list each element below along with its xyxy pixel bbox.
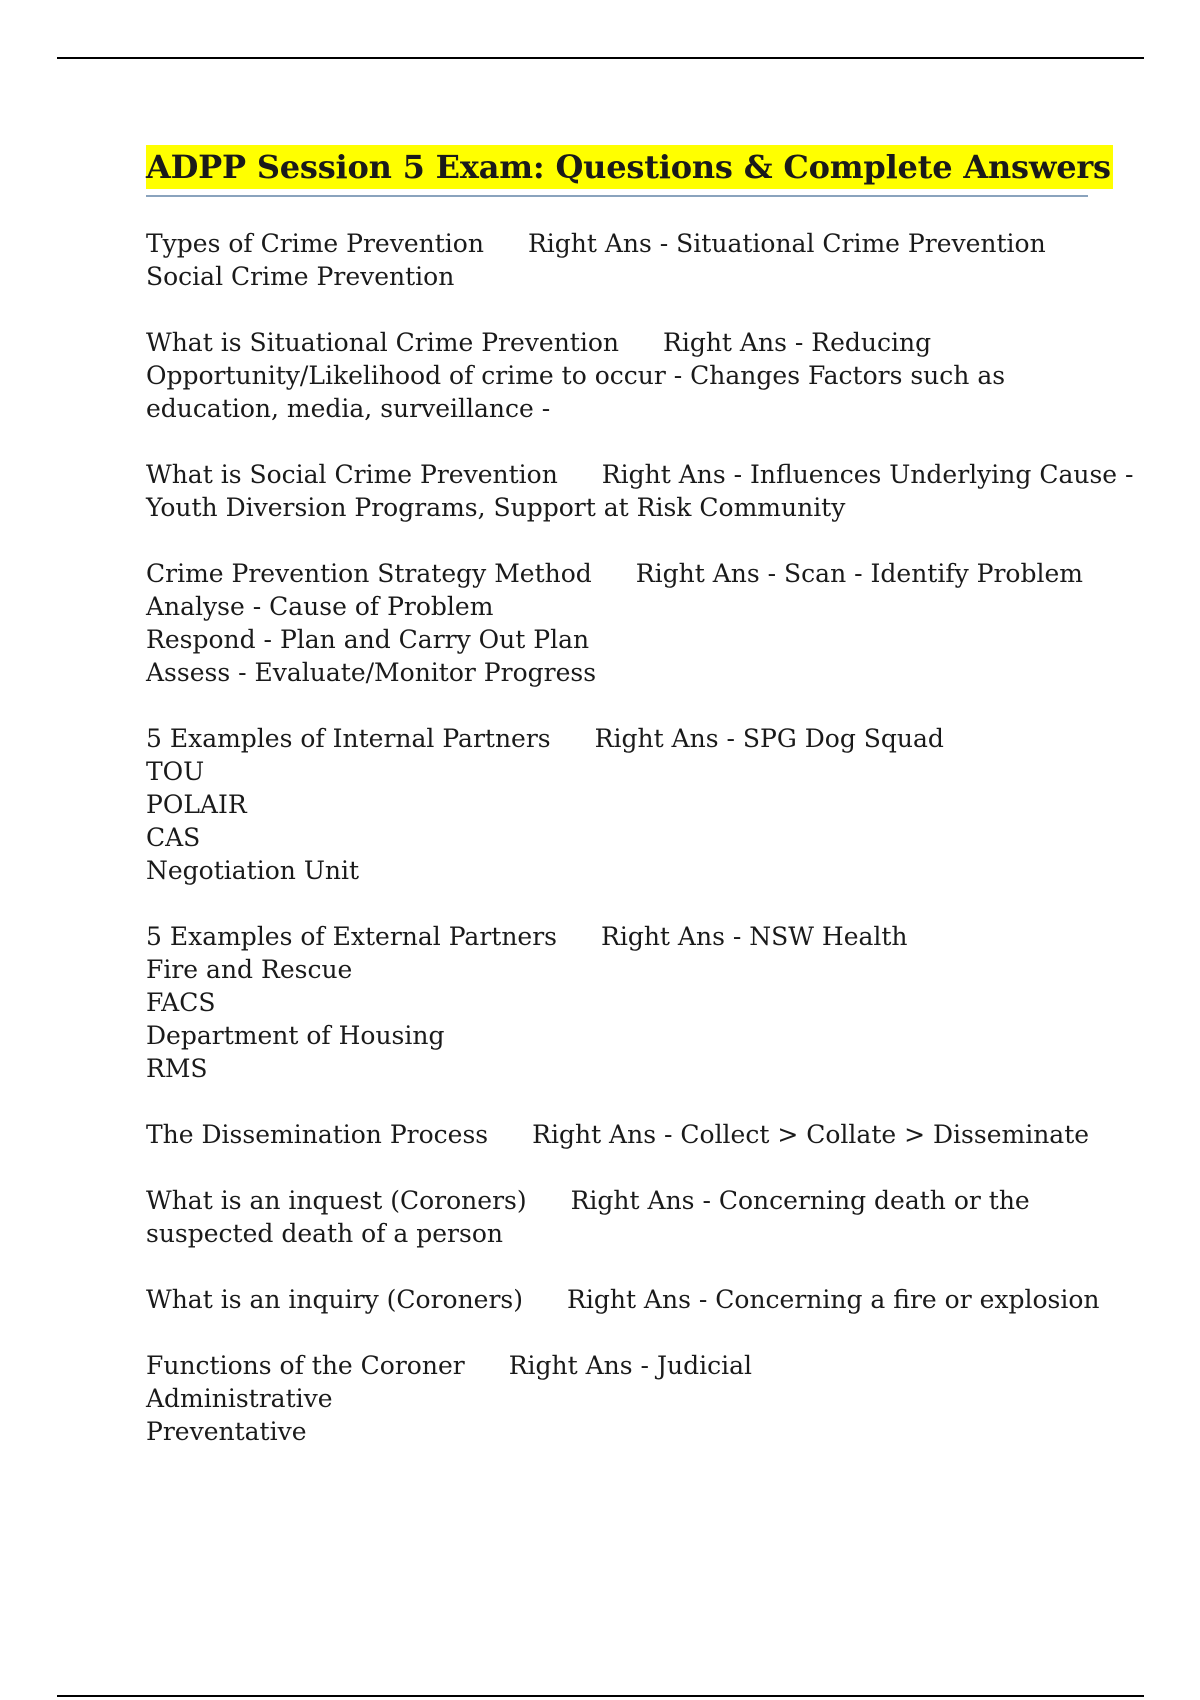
- answer-text: Right Ans - Scan - Identify Problem: [635, 559, 1083, 588]
- qa-first-line: [146, 722, 1146, 755]
- answer-line: Administrative: [146, 1384, 333, 1413]
- qa-item: [146, 1118, 1146, 1151]
- qa-item: [146, 227, 1146, 293]
- answer-text: Right Ans - Concerning a fire or explosion: [567, 1285, 1100, 1314]
- qa-first-line: [146, 557, 1146, 590]
- question-text: What is an inquest (Coroners): [146, 1186, 527, 1215]
- question-text: Types of Crime Prevention: [146, 229, 484, 258]
- answer-line: TOU: [146, 757, 205, 786]
- header-rule: [57, 57, 1144, 59]
- document-body: [146, 145, 1146, 1481]
- answer-line: education, media, surveillance -: [146, 394, 551, 423]
- qa-item: [146, 557, 1146, 689]
- answer-line: Preventative: [146, 1417, 307, 1446]
- answer-line: Negotiation Unit: [146, 856, 360, 885]
- answer-line: FACS: [146, 988, 216, 1017]
- answer-line: Opportunity/Likelihood of crime to occur - Changes Factors such as: [146, 361, 1006, 390]
- answer-text: Right Ans - Situational Crime Prevention: [527, 229, 1046, 258]
- question-text: What is an inquiry (Coroners): [146, 1285, 524, 1314]
- answer-line: RMS: [146, 1054, 208, 1083]
- document-title: ADPP Session 5 Exam: Questions & Complete Answers: [146, 145, 1113, 189]
- answer-line: Youth Diversion Programs, Support at Risk Community: [146, 493, 846, 522]
- qa-first-line: [146, 227, 1146, 260]
- answer-text: Right Ans - Collect > Collate > Disseminate: [532, 1120, 1090, 1149]
- answer-text: Right Ans - SPG Dog Squad: [594, 724, 944, 753]
- qa-item: [146, 458, 1146, 524]
- qa-item: [146, 920, 1146, 1085]
- answer-line: Fire and Rescue: [146, 955, 353, 984]
- title-block: [146, 145, 1111, 197]
- qa-first-line: [146, 1349, 1146, 1382]
- qa-list: [146, 227, 1146, 1448]
- qa-first-line: [146, 920, 1146, 953]
- qa-item: [146, 326, 1146, 425]
- qa-item: [146, 1349, 1146, 1448]
- answer-line: Social Crime Prevention: [146, 262, 455, 291]
- answer-line: CAS: [146, 823, 201, 852]
- answer-line: Analyse - Cause of Problem: [146, 592, 494, 621]
- footer-rule: [57, 1695, 1144, 1697]
- answer-text: Right Ans - Concerning death or the: [570, 1186, 1030, 1215]
- qa-first-line: [146, 326, 1146, 359]
- question-text: 5 Examples of External Partners: [146, 922, 557, 951]
- answer-line: POLAIR: [146, 790, 247, 819]
- question-text: Crime Prevention Strategy Method: [146, 559, 592, 588]
- qa-first-line: [146, 1184, 1146, 1217]
- answer-text: Right Ans - Influences Underlying Cause -: [601, 460, 1134, 489]
- answer-line: Department of Housing: [146, 1021, 445, 1050]
- answer-text: Right Ans - NSW Health: [601, 922, 908, 951]
- qa-first-line: [146, 458, 1146, 491]
- question-text: What is Situational Crime Prevention: [146, 328, 619, 357]
- question-text: Functions of the Coroner: [146, 1351, 465, 1380]
- answer-text: Right Ans - Reducing: [663, 328, 932, 357]
- qa-item: [146, 1184, 1146, 1250]
- answer-line: suspected death of a person: [146, 1219, 503, 1248]
- answer-text: Right Ans - Judicial: [508, 1351, 752, 1380]
- qa-first-line: [146, 1283, 1146, 1316]
- qa-item: [146, 722, 1146, 887]
- answer-line: Assess - Evaluate/Monitor Progress: [146, 658, 597, 687]
- answer-line: Respond - Plan and Carry Out Plan: [146, 625, 590, 654]
- qa-first-line: [146, 1118, 1146, 1151]
- question-text: 5 Examples of Internal Partners: [146, 724, 551, 753]
- question-text: The Dissemination Process: [146, 1120, 489, 1149]
- qa-item: [146, 1283, 1146, 1316]
- question-text: What is Social Crime Prevention: [146, 460, 558, 489]
